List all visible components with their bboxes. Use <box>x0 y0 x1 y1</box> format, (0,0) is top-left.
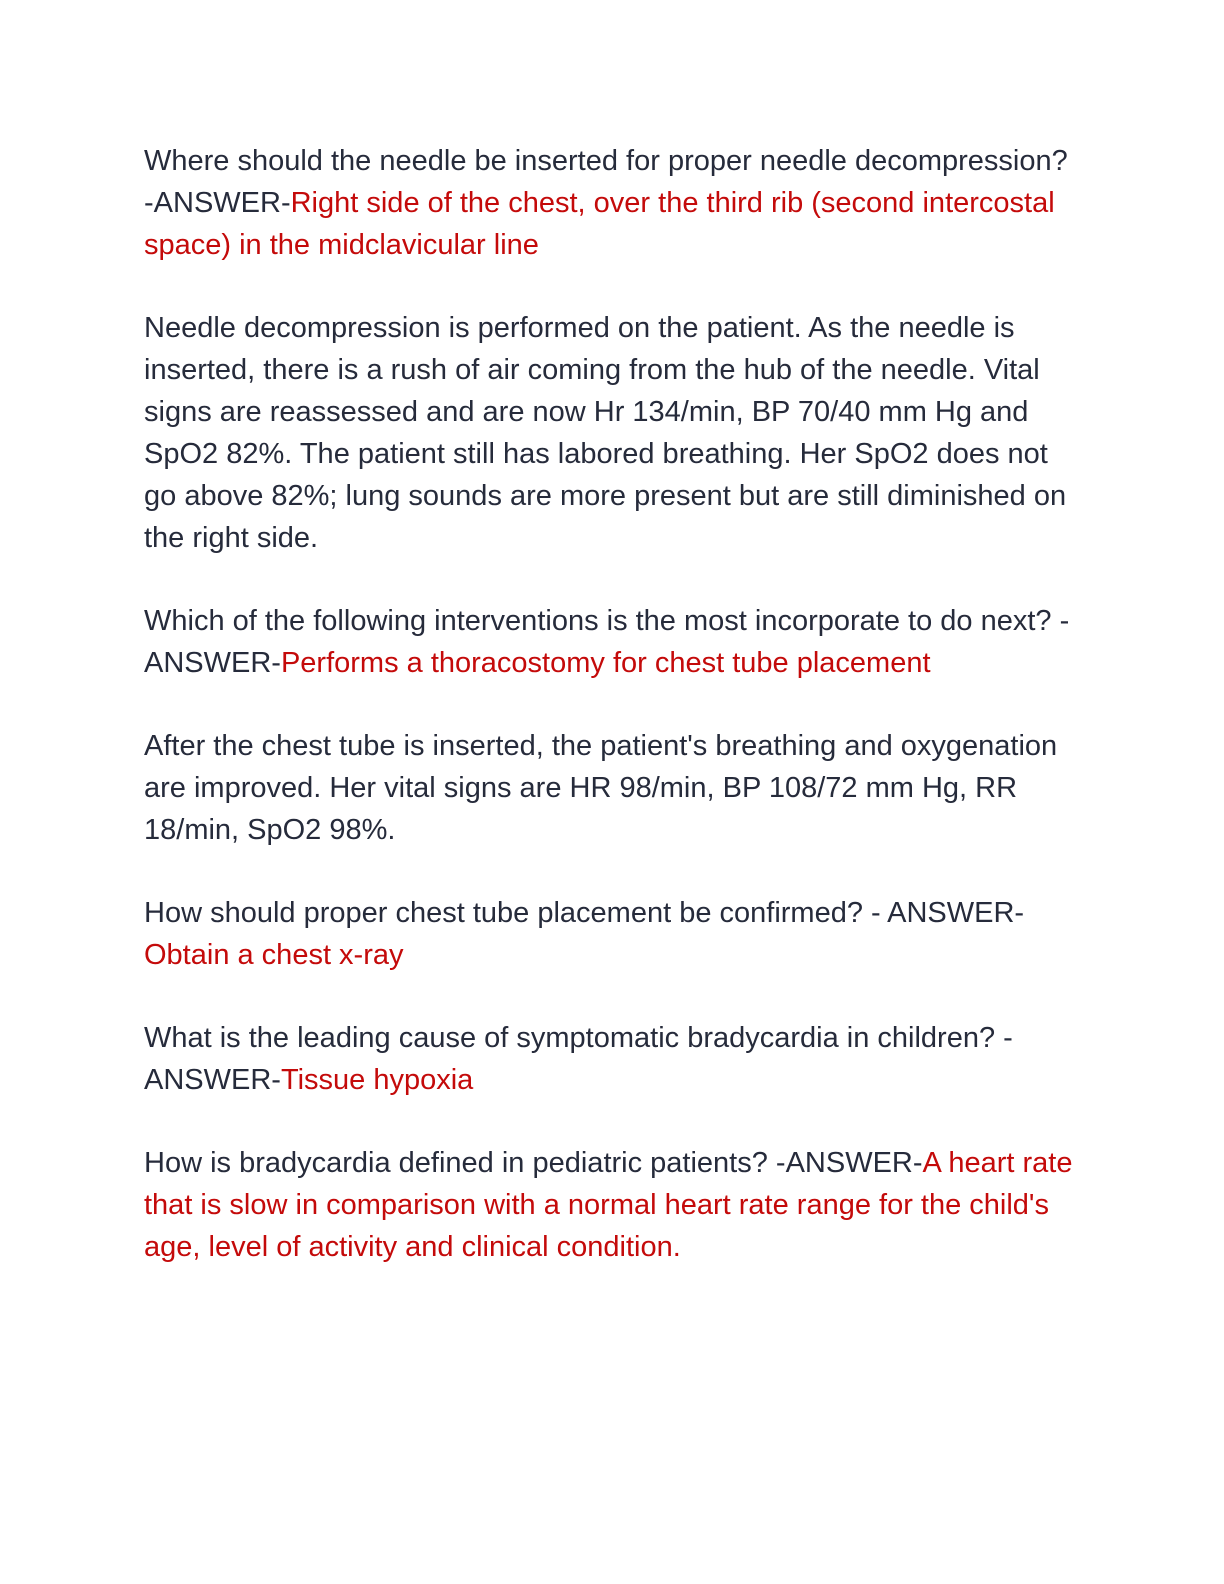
question-text: Where should the needle be inserted for proper needle decompression? -ANSWER- <box>144 145 1068 219</box>
qa-block-next-intervention <box>144 600 1074 684</box>
answer-text: A heart rate that is slow in comparison with a normal heart rate range for the child's age, level of activity and clinical condition. <box>144 1147 1073 1263</box>
question-text: How is bradycardia defined in pediatric patients? -ANSWER- <box>144 1147 923 1179</box>
document-page <box>144 140 1074 1309</box>
qa-block-bradycardia-definition <box>144 1142 1074 1268</box>
question-text: What is the leading cause of symptomatic bradycardia in children? -ANSWER- <box>144 1022 1013 1096</box>
scenario-text: Needle decompression is performed on the patient. As the needle is inserted, there is a rush of air coming from the hub of the needle. Vital signs are reassessed and are now Hr 134/min, BP 70/40 mm Hg and SpO2 82%. The patient still has labored breathing. Her SpO2 does not go above 82%; lung sounds are more present but are still diminished on the right side. <box>144 312 1067 554</box>
answer-text: Tissue hypoxia <box>280 1064 474 1096</box>
scenario-text: After the chest tube is inserted, the patient's breathing and oxygenation are improved. Her vital signs are HR 98/min, BP 108/72 mm Hg, RR 18/min, SpO2 98%. <box>144 730 1058 846</box>
qa-block-needle-insertion-site <box>144 140 1074 266</box>
scenario-paragraph-decompression <box>144 307 1074 559</box>
question-text: Which of the following interventions is the most incorporate to do next? -ANSWER- <box>144 605 1070 679</box>
answer-text: Right side of the chest, over the third rib (second intercostal space) in the midclavicular line <box>144 187 1055 261</box>
qa-block-confirm-placement <box>144 892 1074 976</box>
question-text: How should proper chest tube placement be confirmed? - ANSWER- <box>144 897 1025 929</box>
answer-text: Obtain a chest x-ray <box>144 939 404 971</box>
qa-block-bradycardia-cause <box>144 1017 1074 1101</box>
answer-text: Performs a thoracostomy for chest tube placement <box>280 647 931 679</box>
scenario-paragraph-chest-tube <box>144 725 1074 851</box>
